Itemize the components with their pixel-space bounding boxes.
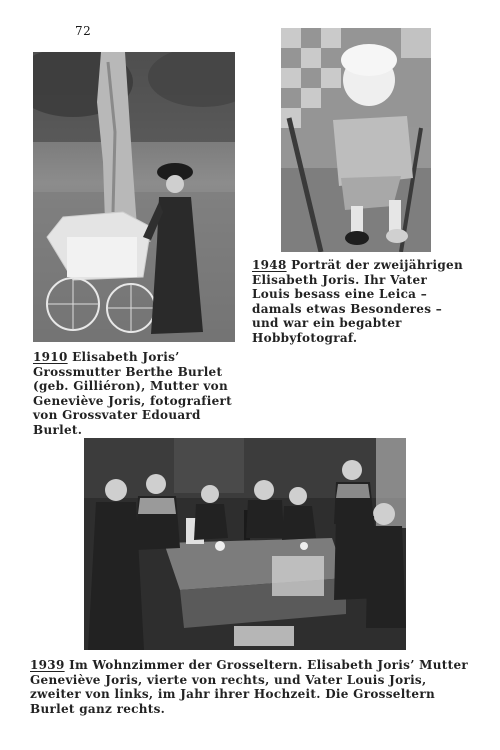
photo-1948 [281,28,431,252]
page-number: 72 [75,24,92,38]
caption-1948 [252,258,467,345]
caption-year: 1948 [252,258,287,272]
photo-1939 [84,438,406,650]
caption-text: Porträt der zweijährigen Elisabeth Joris. Ihr Vater Louis besass eine Leica – damals etwas Besonderes – und war ein begabter Hobbyfotograf. [252,258,464,345]
caption-1939 [30,658,470,716]
caption-year: 1939 [30,658,65,672]
photo-1910 [33,52,235,342]
caption-text: Im Wohnzimmer der Grosseltern. Elisabeth Joris’ Mutter Geneviève Joris, vierte von rechts, und Vater Louis Joris, zweiter von links, im Jahr ihrer Hochzeit. Die Grosseltern Burlet ganz rechts. [30,658,469,716]
caption-year: 1910 [33,350,68,364]
caption-1910 [33,350,238,437]
caption-text: Elisabeth Joris’ Grossmutter Berthe Burlet (geb. Gilliéron), Mutter von Geneviève Joris, fotografiert von Grossvater Edouard Burlet. [33,350,232,437]
